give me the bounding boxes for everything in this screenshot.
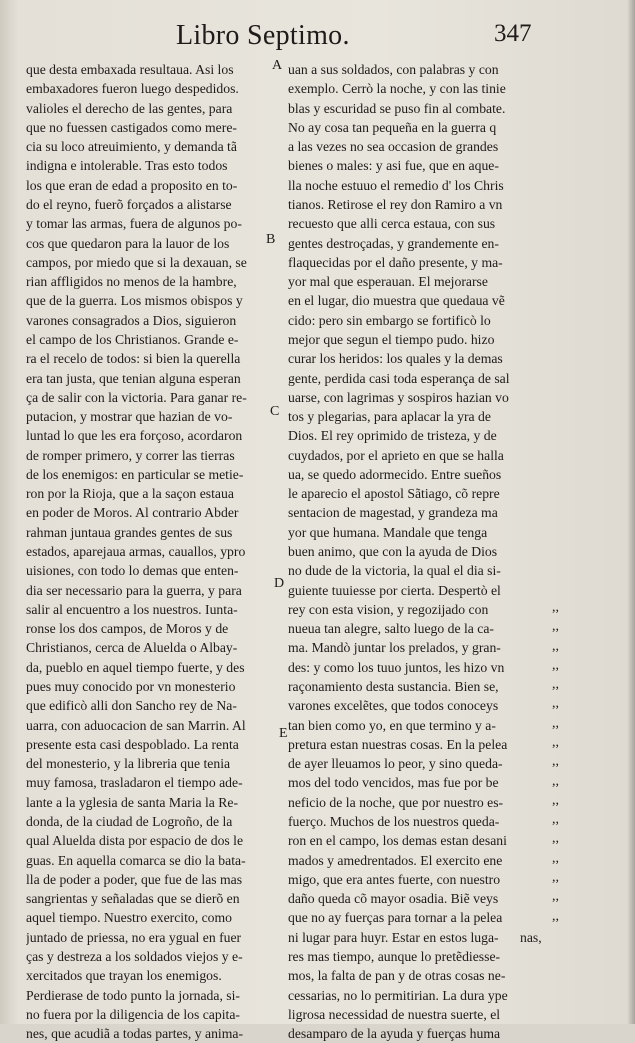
text-line: de ayer lleuamos lo peor, y sino queda- [288, 756, 503, 772]
text-line: campos, por miedo que si la dexauan, se [26, 254, 247, 270]
text-line: juntado de priessa, no era ygual en fuer [26, 929, 242, 945]
text-line: recuesto que alli cerca estaua, con sus [288, 216, 496, 232]
text-line: Dios. El rey oprimido de tristeza, y de [288, 428, 497, 444]
text-line: ças y destreza a los soldados viejos y e- [26, 948, 243, 964]
text-line: fuerço. Muchos de los nuestros queda- [288, 813, 500, 829]
text-line: sangrientas y señaladas que se dierõ en [26, 891, 240, 907]
quote-mark: ,, [552, 792, 559, 808]
text-line: ronse los dos campos, de Moros y de [26, 621, 229, 637]
text-line: ra el recelo de todos: si bien la querella [26, 351, 241, 367]
text-line: yor que humana. Mandale que tenga [288, 524, 488, 540]
quote-mark: ,, [552, 754, 559, 770]
quote-mark: ,, [552, 677, 559, 693]
text-line: lla de poder a poder, que fue de las mas [26, 871, 243, 887]
text-line: dia ser necessario para la guerra, y para [26, 582, 242, 598]
text-line: cessarias, no lo permitirian. La dura ype [288, 987, 508, 1003]
quote-mark: ,, [552, 889, 559, 905]
quote-mark: ,, [552, 696, 559, 712]
text-line: buen animo, que con la ayuda de Dios [288, 544, 498, 560]
text-line: do el reyno, fuerõ forçados a alistarse [26, 196, 232, 212]
text-line: embaxadores fueron luego despedidos. [26, 81, 239, 97]
text-line: neficio de la noche, que por nuestro es- [288, 794, 504, 810]
text-line: flaquecidas por el daño presente, y ma- [288, 254, 503, 270]
text-line: el campo de los Christianos. Grande e- [26, 331, 239, 347]
text-line: migo, que era antes fuerte, con nuestro [288, 871, 501, 887]
quote-mark: ,, [552, 812, 559, 828]
quote-mark: ,, [552, 831, 559, 847]
text-line: des: y como los tuuo juntos, les hizo vn [288, 659, 505, 675]
quote-mark: ,, [552, 638, 559, 654]
text-line: nueua tan alegre, salto luego de la ca- [288, 621, 494, 637]
quote-mark: ,, [552, 869, 559, 885]
text-line: presente esta casi despoblado. La renta [26, 736, 239, 752]
text-line: daño queda cõ mayor osadia. Biẽ veys [288, 891, 499, 907]
text-line: en el lugar, dio muestra que quedaua vẽ [288, 293, 505, 309]
text-line: Perdierase de todo punto la jornada, si- [26, 987, 240, 1003]
text-line: qual Aluelda dista por espacio de dos le [26, 833, 244, 849]
text-line: que edificò alli don Sancho rey de Na- [26, 698, 237, 714]
running-head-title: Libro Septimo. [176, 20, 350, 51]
margin-letter-c: C [270, 404, 280, 419]
quote-mark: ,, [552, 773, 559, 789]
text-line: luntad lo que les era forçoso, acordaron [26, 428, 243, 444]
text-line: da, pueblo en aquel tiempo fuerte, y des [26, 659, 245, 675]
text-line: raçonamiento desta sustancia. Bien se, [288, 679, 499, 694]
text-line: No ay cosa tan pequeña en la guerra q [288, 119, 497, 135]
text-line: a las vezes no sea occasion de grandes [288, 139, 499, 155]
page-number: 347 [494, 20, 532, 47]
text-line: ligrosa necessidad de nuestra suerte, el [288, 1006, 501, 1022]
margin-letter-a: A [272, 58, 283, 73]
text-line: lla noche estuuo el remedio d' los Chris [288, 177, 504, 193]
text-line: donda, de la ciudad de Logroño, de la [26, 813, 233, 829]
quote-mark: ,, [552, 734, 559, 750]
page-edge-shadow [627, 0, 635, 1024]
text-line: indigna e intolerable. Tras esto todos [26, 158, 228, 174]
text-line: aquel tiempo. Nuestro exercito, como [26, 910, 233, 926]
text-line: gente, perdida casi toda esperança de sal [288, 370, 510, 386]
text-line: era tan justa, que tenian alguna esperan [26, 370, 241, 386]
text-line: rahman juntaua grandes gentes de sus [26, 524, 233, 540]
text-line: ron por la Rioja, que a la saçon estaua [26, 486, 234, 502]
text-line: tianos. Retirose el rey don Ramiro a vn [288, 196, 503, 212]
text-line: de romper primero, y correr las tierras [26, 447, 235, 463]
text-line: que desta embaxada resultaua. Asi los [26, 62, 234, 77]
text-line: no fuera por la diligencia de los capita- [26, 1006, 240, 1022]
text-line: mos, la falta de pan y de otras cosas ne- [288, 968, 506, 984]
quotation-marks-column [552, 598, 559, 926]
text-line: tan bien como yo, en que termino y a- [288, 717, 496, 733]
text-line: rey con esta vision, y regozijado con [288, 601, 489, 617]
text-line: desamparo de la ayuda y fuerças huma [288, 1026, 501, 1042]
quote-mark: ,, [552, 908, 559, 924]
text-line: mos del todo vencidos, mas fue por be [288, 775, 499, 791]
text-line: mados y amedrentados. El exercito ene [288, 852, 503, 868]
catchword: nas, [520, 930, 542, 945]
text-line: valioles el derecho de las gentes, para [26, 100, 233, 116]
text-line: sentacion de magestad, y grandeza ma [288, 505, 498, 521]
text-line: no dude de la victoria, la qual el dia si- [288, 563, 501, 579]
text-line: yor mal que esperauan. El mejorarse [288, 274, 488, 290]
text-line: ni lugar para huyr. Estar en estos luga- [288, 929, 499, 945]
text-line: en poder de Moros. Al contrario Abder [26, 505, 239, 521]
text-line: blas y escuridad se puso fin al combate. [288, 100, 506, 116]
text-line: le aparecio el apostol Sãtiago, cõ repre [288, 486, 500, 502]
text-line: nes, que acudiã a todas partes, y anima- [26, 1026, 244, 1042]
text-line: pues muy conocido por vn monesterio [26, 679, 236, 694]
text-line: y tomar las armas, fuera de algunos po- [26, 216, 242, 232]
text-line: estados, aparejaua armas, cauallos, ypro [26, 544, 246, 560]
text-line: mejor que segun el tiempo pudo. hizo [288, 331, 495, 347]
text-line: uarra, con aduocacion de san Marrin. Al [26, 717, 246, 733]
margin-letter-d: D [274, 576, 285, 591]
text-line: pretura estan nuestras cosas. En la pelea [288, 736, 508, 752]
text-line: res mas tiempo, aunque lo pretẽdiesse- [288, 948, 501, 964]
text-line: de los enemigos: en particular se metie- [26, 466, 244, 482]
text-line: que no ay fuerças para tornar a la pelea [288, 910, 503, 926]
text-line: tos y plegarias, para aplacar la yra de [288, 409, 491, 425]
text-line: lante a la yglesia de santa Maria la Re- [26, 794, 239, 810]
text-line: Christianos, cerca de Aluelda o Albay- [26, 640, 238, 656]
text-line: gentes destroçadas, y grandemente en- [288, 235, 499, 251]
quote-mark: ,, [552, 619, 559, 635]
text-line: ua, se quedo adormecido. Entre sueños [288, 466, 502, 482]
text-line: xercitados que trayan los enemigos. [26, 968, 222, 984]
quote-mark: ,, [552, 600, 559, 615]
text-line: muy famosa, trasladaron el tiempo ade- [26, 775, 243, 791]
text-line: bienes o males: y asi fue, que en aque- [288, 158, 499, 174]
text-line: del monesterio, y la libreria que tenia [26, 756, 231, 772]
text-line: guas. En aquella comarca se dio la bata- [26, 852, 246, 868]
left-text-column [26, 58, 283, 1043]
text-line: los que eran de edad a proposito en to- [26, 177, 238, 193]
text-line: que de la guerra. Los mismos obispos y [26, 293, 243, 309]
quote-mark: ,, [552, 715, 559, 731]
text-line: que no fuessen castigados como mere- [26, 119, 237, 135]
text-line: varones consagrados a Dios, siguieron [26, 312, 237, 328]
text-line: ma. Mandò juntar los prelados, y gran- [288, 640, 501, 656]
text-line: rian affligidos no menos de la hambre, [26, 274, 237, 290]
text-line: curar los heridos: los quales y la demas [288, 351, 503, 367]
text-line: cia su loco atreuimiento, y demanda tã [26, 139, 237, 155]
text-line: cuydados, por el aprieto en que se halla [288, 447, 504, 463]
right-text-column [288, 60, 552, 1043]
text-line: varones excelẽtes, que todos conoceys [288, 698, 499, 714]
quote-mark: ,, [552, 657, 559, 673]
text-line: cido: pero sin embargo se fortificò lo [288, 312, 491, 328]
text-line: uisiones, con todo lo demas que enten- [26, 563, 239, 579]
text-line: salir al encuentro a los nuestros. Iunta- [26, 601, 238, 617]
text-line: ça de salir con la victoria. Para ganar re- [26, 389, 247, 405]
text-line: uan a sus soldados, con palabras y con [288, 62, 499, 77]
margin-letter-e: E [279, 726, 288, 741]
text-line: ron en el campo, los demas estan desani [288, 833, 507, 849]
text-line: cos que quedaron para la lauor de los [26, 235, 230, 251]
text-line: uarse, con lagrimas y sospiros hazian vo [288, 389, 509, 405]
text-line: exemplo. Cerrò la noche, y con las tinie [288, 81, 506, 97]
margin-letter-b: B [266, 232, 276, 247]
quote-mark: ,, [552, 850, 559, 866]
text-line: putacion, y mostrar que hazian de vo- [26, 409, 233, 425]
text-line: guiente tuuiesse por cierta. Despertò el [288, 582, 501, 598]
